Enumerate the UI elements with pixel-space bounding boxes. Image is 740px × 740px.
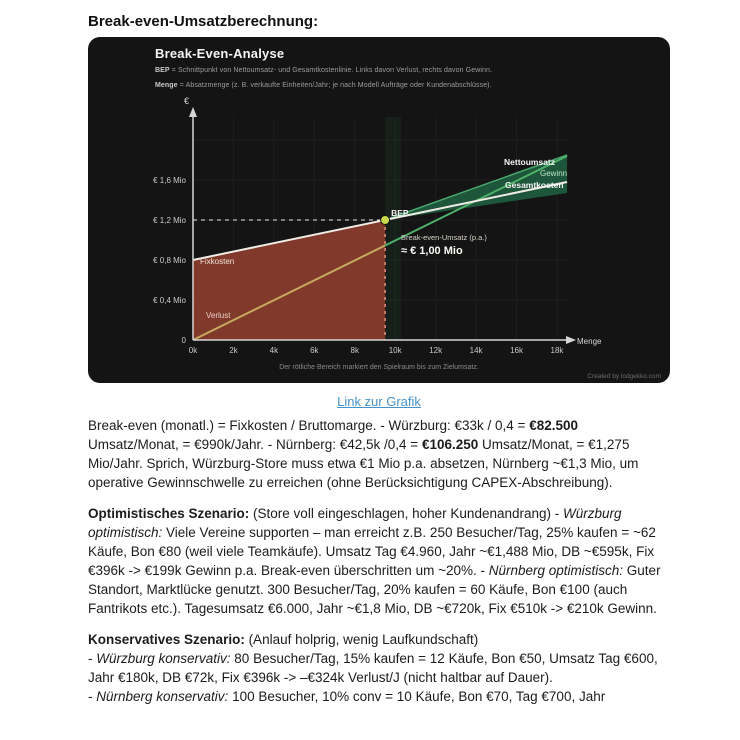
y-axis-label: €	[183, 96, 189, 106]
x-tick-label: 14k	[469, 346, 483, 355]
text-segment: (Anlauf holprig, wenig Laufkundschaft)	[244, 632, 479, 647]
chart-subtitle-bep-rest: = Schnittpunkt von Nettoumsatz- und Gesamtkostenlinie. Links davon Verlust, rechts davon Gewinn.	[169, 67, 493, 74]
x-axis-arrow	[566, 336, 576, 344]
chart-subtitle-bep	[155, 67, 492, 74]
paragraph	[88, 630, 664, 706]
text-segment: Konservatives Szenario:	[88, 632, 245, 647]
bep-label: BEP	[391, 208, 409, 218]
y-tick-label: € 1,6 Mio	[153, 176, 186, 185]
chart-footer-note: Der rötliche Bereich markiert den Spielraum bis zum Zielumsatz.	[279, 364, 479, 371]
x-axis-label: Menge	[577, 337, 602, 346]
x-tick-label: 0k	[188, 346, 198, 355]
text-segment: €82.500	[529, 418, 578, 433]
chart-link-wrapper	[88, 393, 670, 411]
text-segment: -	[88, 651, 97, 666]
link-zur-grafik[interactable]: Link zur Grafik	[337, 394, 421, 409]
x-tick-label: 18k	[550, 346, 564, 355]
text-segment: Optimistisches Szenario:	[88, 506, 250, 521]
chart-credit: Created by lodgekko.com	[587, 373, 661, 380]
document-body	[88, 416, 664, 718]
y-tick-label: € 0,8 Mio	[153, 256, 186, 265]
text-segment: Break-even (monatl.) = Fixkosten / Bruttomarge. - Würzburg: €33k / 0,4 =	[88, 418, 530, 433]
text-segment: €106.250	[421, 437, 479, 452]
y-axis-arrow	[189, 107, 197, 117]
y-tick-label: 0	[181, 336, 186, 345]
annotation-line1: Break-even-Umsatz (p.a.)	[401, 233, 487, 242]
paragraph	[88, 504, 664, 618]
bep-highlight-column	[385, 117, 401, 340]
chart-subtitle-menge	[155, 82, 492, 89]
page-title: Break-even-Umsatzberechnung:	[88, 13, 319, 30]
text-segment: Nürnberg konservativ:	[96, 689, 229, 704]
x-tick-label: 4k	[269, 346, 279, 355]
x-tick-label: 8k	[350, 346, 359, 355]
text-segment: Nürnberg optimistisch:	[488, 563, 624, 578]
text-segment: Umsatz/Monat, = €1,275 Mio/Jahr. Sprich, Würzburg-Store muss etwa €1 Mio p.a. absetzen, Nürnberg ~€1,3 Mio, um operative Gewinnschwelle zu erreichen (ohne Berücksichtigung CAPEX-Abschreibung).	[88, 437, 639, 490]
x-tick-label: 2k	[229, 346, 238, 355]
y-tick-label: € 0,4 Mio	[153, 296, 186, 305]
x-tick-label: 10k	[388, 346, 402, 355]
x-tick-label: 12k	[429, 346, 443, 355]
gewinn-label: Gewinn	[540, 169, 568, 178]
verlust-label: Verlust	[206, 311, 231, 320]
text-segment: (Store voll eingeschlagen, hoher Kundenandrang) -	[249, 506, 564, 521]
annotation-line2: ≈ € 1,00 Mio	[401, 245, 463, 257]
text-segment: Würzburg konservativ:	[96, 651, 231, 666]
chart-subtitle-menge-rest: = Absatzmenge (z. B. verkaufte Einheiten/Jahr; je nach Modell Aufträge oder Kundenabschlüsse).	[177, 82, 492, 89]
x-tick-label: 6k	[310, 346, 319, 355]
loss-area	[193, 220, 385, 340]
text-segment: Viele Vereine supporten – man erreicht z.B. 250 Besucher/Tag, 25% kaufen = ~62 Käufe, Bon €80 (weil viele Teamkäufe). Umsatz Tag €4.960, Jahr ~€1,488 Mio, DB ~€595k, Fix €396k -> €199k Gewinn p.a. Break-even überschritten um ~20%. -	[88, 525, 656, 578]
text-segment: 80 Besucher/Tag, 15% kaufen = 12 Käufe, Bon €50, Umsatz Tag €600, Jahr €180k, DB €72k, Fix €396k -> –€324k Verlust/J (nicht haltbar auf Dauer).	[88, 651, 658, 685]
chart-subtitle-bep-lead: BEP	[155, 67, 170, 74]
text-segment: Umsatz/Monat, = €990k/Jahr. - Nürnberg: €42,5k /0,4 =	[88, 437, 422, 452]
fixkosten-label: Fixkosten	[200, 257, 235, 266]
text-segment: Guter Standort, Marktlücke genutzt. 300 Besucher/Tag, 20% kaufen = 60 Käufe, Bon €100 (auch Fantrikots etc.). Tagesumsatz €6.000, Jahr ~€1,8 Mio, DB ~€720k, Fix €510k -> €210k Gewinn.	[88, 563, 661, 616]
gesamtkosten-label: Gesamtkosten	[505, 180, 564, 190]
text-segment: Würzburg optimistisch:	[88, 506, 622, 540]
break-even-chart-card	[88, 37, 670, 383]
bep-marker	[381, 216, 390, 225]
nettoumsatz-label: Nettoumsatz	[504, 157, 556, 167]
chart-title: Break-Even-Analyse	[155, 46, 285, 61]
text-segment: 100 Besucher, 10% conv = 10 Käufe, Bon €70, Tag €700, Jahr	[228, 689, 606, 704]
x-tick-label: 16k	[510, 346, 523, 355]
text-segment: -	[88, 689, 97, 704]
y-tick-label: € 1,2 Mio	[153, 216, 186, 225]
paragraph	[88, 416, 664, 492]
chart-subtitle-menge-lead: Menge	[155, 82, 178, 89]
